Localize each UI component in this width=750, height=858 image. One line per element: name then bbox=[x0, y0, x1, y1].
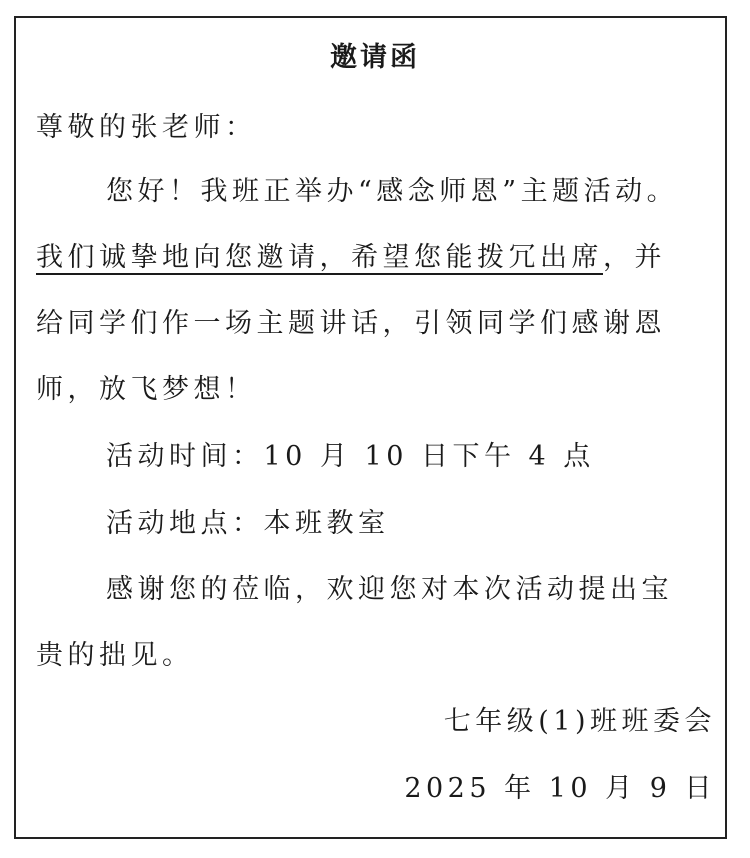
signature: 七年级(1)班班委会 bbox=[443, 706, 716, 737]
letter-date: 2025 年 10 月 9 日 bbox=[404, 773, 716, 804]
letter-title: 邀请函 bbox=[330, 42, 420, 73]
body-line-2 bbox=[36, 240, 666, 276]
closing-line-2: 贵的拙见。 bbox=[36, 640, 194, 671]
activity-place: 活动地点：本班教室 bbox=[106, 508, 390, 539]
underlined-sentence: 我们诚挚地向您邀请，希望您能拨冗出席 bbox=[36, 242, 603, 273]
activity-time: 活动时间：10 月 10 日下午 4 点 bbox=[106, 441, 595, 472]
closing-line-1: 感谢您的莅临，欢迎您对本次活动提出宝 bbox=[106, 574, 673, 605]
body-line-2-tail: ，并 bbox=[603, 242, 666, 273]
salutation: 尊敬的张老师： bbox=[36, 112, 257, 143]
body-line-1: 您好！我班正举办“感念师恩”主题活动。 bbox=[106, 176, 679, 207]
body-line-3: 给同学们作一场主题讲话，引领同学们感谢恩 bbox=[36, 308, 666, 339]
body-line-4: 师，放飞梦想！ bbox=[36, 374, 257, 405]
